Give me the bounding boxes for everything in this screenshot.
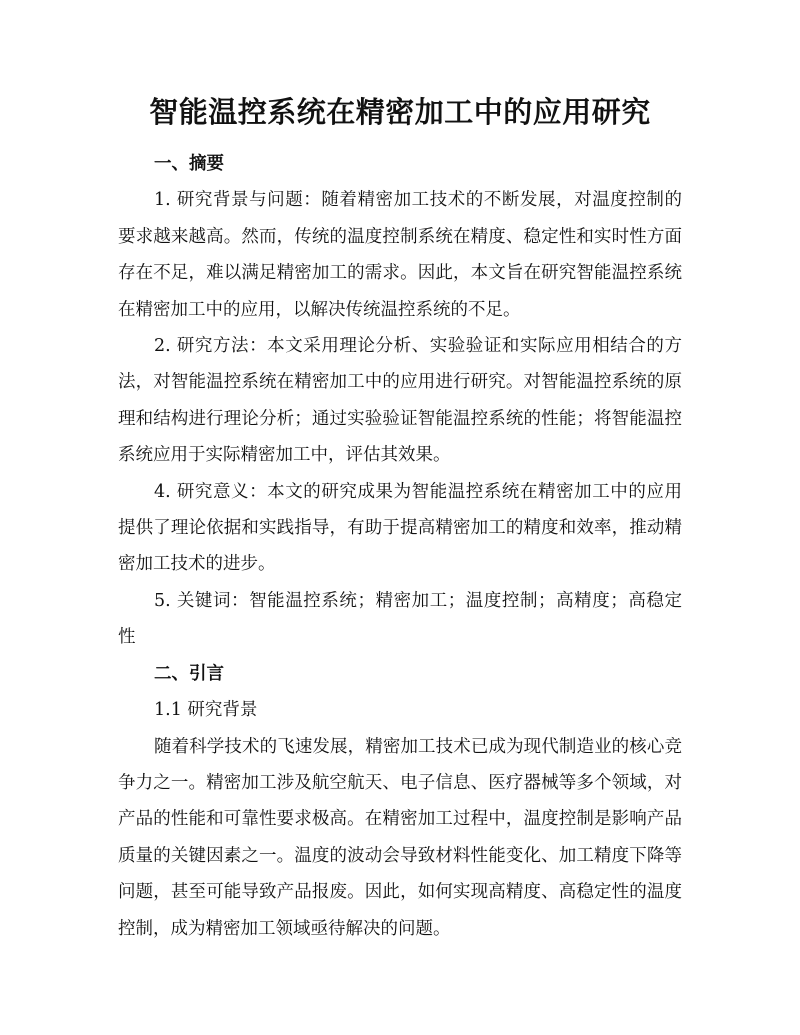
intro-paragraph: 随着科学技术的飞速发展，精密加工技术已成为现代制造业的核心竞争力之一。精密加工涉及航空航天、电子信息、医疗器械等多个领域，对产品的性能和可靠性要求极高。在精密加工过程中，温度控制是影响产品质量的关键因素之一。温度的波动会导致材料性能变化、加工精度下降等问题，甚至可能导致产品报废。因此，如何实现高精度、高稳定性的温度控制，成为精密加工领域亟待解决的问题。 [118,736,682,939]
abstract-item-keywords: 5. 关键词：智能温控系统；精密加工；温度控制；高精度；高稳定性 [118,590,682,648]
document-title: 智能温控系统在精密加工中的应用研究 [149,95,651,129]
intro-heading: 二、引言 [154,663,224,684]
abstract-item-background: 1. 研究背景与问题：随着精密加工技术的不断发展，对温度控制的要求越来越高。然而，传统的温度控制系统在精度、稳定性和实时性方面存在不足，难以满足精密加工的需求。因此，本文旨在研究智能温控系统在精密加工中的应用，以解决传统温控系统的不足。 [118,190,682,320]
document-body [118,146,682,947]
intro-subheading: 1.1 研究背景 [154,700,258,721]
abstract-item-significance: 4. 研究意义：本文的研究成果为智能温控系统在精密加工中的应用提供了理论依据和实践指导，有助于提高精密加工的精度和效率，推动精密加工技术的进步。 [118,481,682,575]
abstract-item-method: 2. 研究方法：本文采用理论分析、实验验证和实际应用相结合的方法，对智能温控系统在精密加工中的应用进行研究。对智能温控系统的原理和结构进行理论分析；通过实验验证智能温控系统的性能；将智能温控系统应用于实际精密加工中，评估其效果。 [118,336,682,466]
abstract-heading: 一、摘要 [154,154,224,174]
